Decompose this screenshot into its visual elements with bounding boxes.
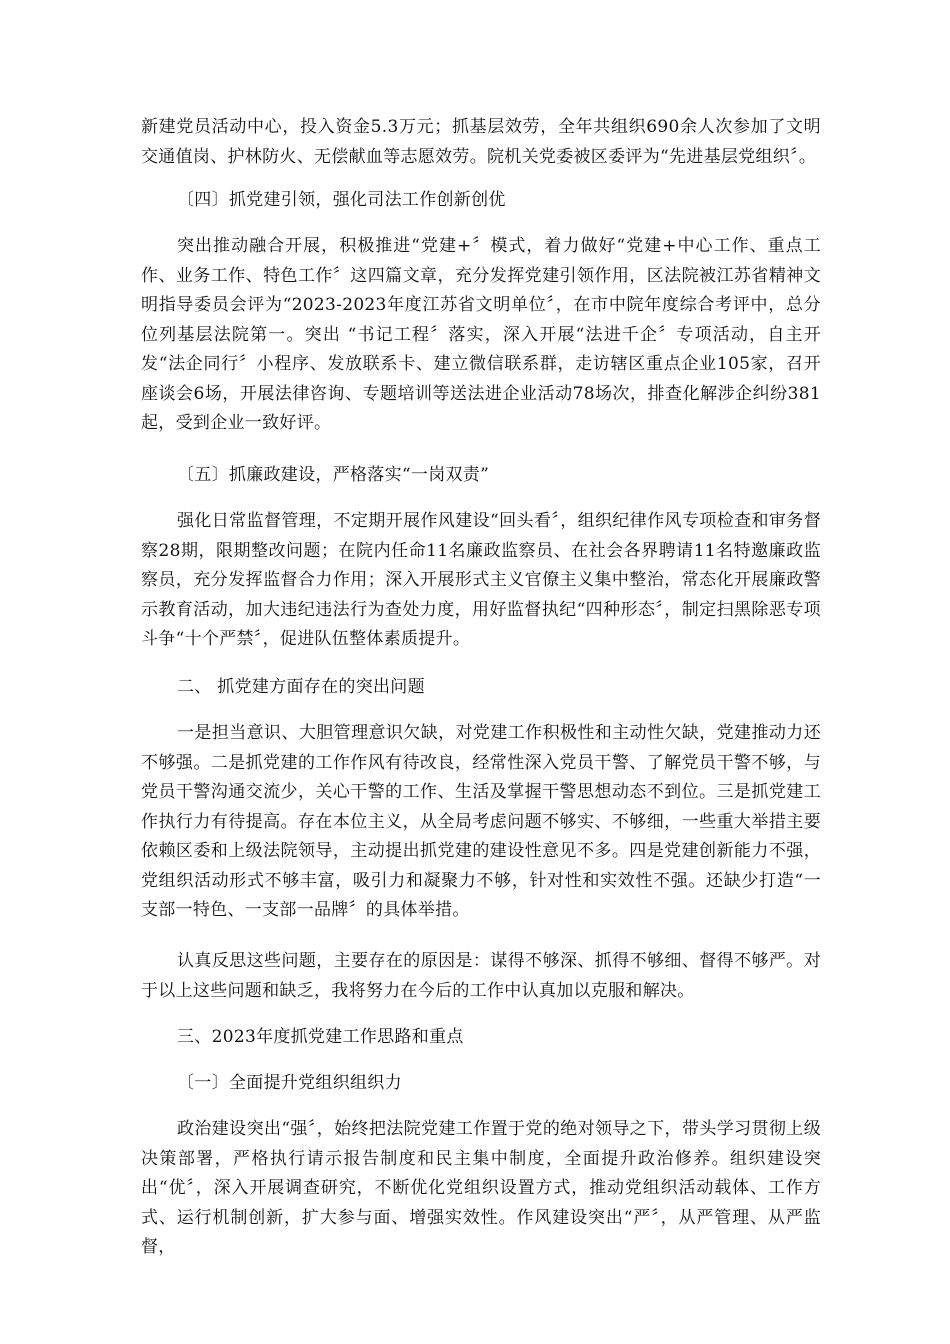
heading-section-5: 〔五〕抓廉政建设，严格落实“一岗双责” xyxy=(177,465,490,485)
paragraph-problems-list: 一是担当意识、大胆管理意识欠缺，对党建工作积极性和主动性欠缺，党建推动力还不够强。二是抓党建的工作作风有待改良，经常性深入党员干警、了解党员干警不够，与党员干警沟通交流少，关心干警的工作、生活及掌握干警思想动态不到位。三是抓党建工作执行力有待提高。存在本位主义，从全局考虑问题不够实、不够细，一些重大举措主要依赖区委和上级法院领导，主动提出抓党建的建设性意见不多。四是党建创新能力不强，党组织活动形式不够丰富，吸引力和凝聚力不够，针对性和实效性不强。还缺少打造“一支部一特色、一支部一品牌〞的具体举措。 xyxy=(141,723,821,920)
paragraph-party-center-continuation: 新建党员活动中心，投入资金5.3万元；抓基层效劳，全年共组织690余人次参加了文明交通值岗、护林防火、无偿献血等志愿效劳。院机关党委被区委评为“先进基层党组织〞。 xyxy=(141,117,821,167)
heading-subsection-1: 〔一〕全面提升党组织组织力 xyxy=(177,1073,402,1093)
heading-problems: 二、 抓党建方面存在的突出问题 xyxy=(177,677,425,697)
paragraph-party-building-integration: 突出推动融合开展，积极推进“党建+〞模式，着力做好“党建+中心工作、重点工作、业务工作、特色工作〞这四篇文章，充分发挥党建引领作用，区法院被江苏省精神文明指导委员会评为“2023-2023年度江苏省文明单位〞，在市中院年度综合考评中，总分位列基层法院第一。突出 “书记工程〞落实，深入开展“法进千企〞专项活动，自主开发“法企同行〞小程序、发放联系卡、建立微信联系群，走访辖区重点企业105家，召开座谈会6场，开展法律咨询、专题培训等送法进企业活动78场次，排查化解涉企纠纷381起，受到企业一致好评。 xyxy=(141,236,821,433)
heading-2023-plan: 三、2023年度抓党建工作思路和重点 xyxy=(177,1027,464,1047)
paragraph-supervision: 强化日常监督管理，不定期开展作风建设“回头看〞，组织纪律作风专项检查和审务督察28期，限期整改问题；在院内任命11名廉政监察员、在社会各界聘请11名特邀廉政监察员，充分发挥监督合力作用；深入开展形式主义官僚主义集中整治，常态化开展廉政警示教育活动，加大违纪违法行为查处力度，用好监督执纪“四种形态〞，制定扫黑除恶专项斗争“十个严禁〞，促进队伍整体素质提升。 xyxy=(141,511,821,649)
paragraph-political-construction: 政治建设突出“强〞，始终把法院党建工作置于党的绝对领导之下，带头学习贯彻上级决策部署，严格执行请示报告制度和民主集中制度，全面提升政治修养。组织建设突出“优〞，深入开展调查研究，不断优化党组织设置方式，推动党组织活动载体、工作方式、运行机制创新，扩大参与面、增强实效性。作风建设突出“严〞，从严管理、从严监督， xyxy=(141,1119,821,1257)
paragraph-reflection: 认真反思这些问题，主要存在的原因是：谋得不够深、抓得不够细、督得不够严。对于以上这些问题和缺乏，我将努力在今后的工作中认真加以克服和解决。 xyxy=(141,951,821,1001)
heading-section-4: 〔四〕抓党建引领，强化司法工作创新创优 xyxy=(177,190,506,210)
